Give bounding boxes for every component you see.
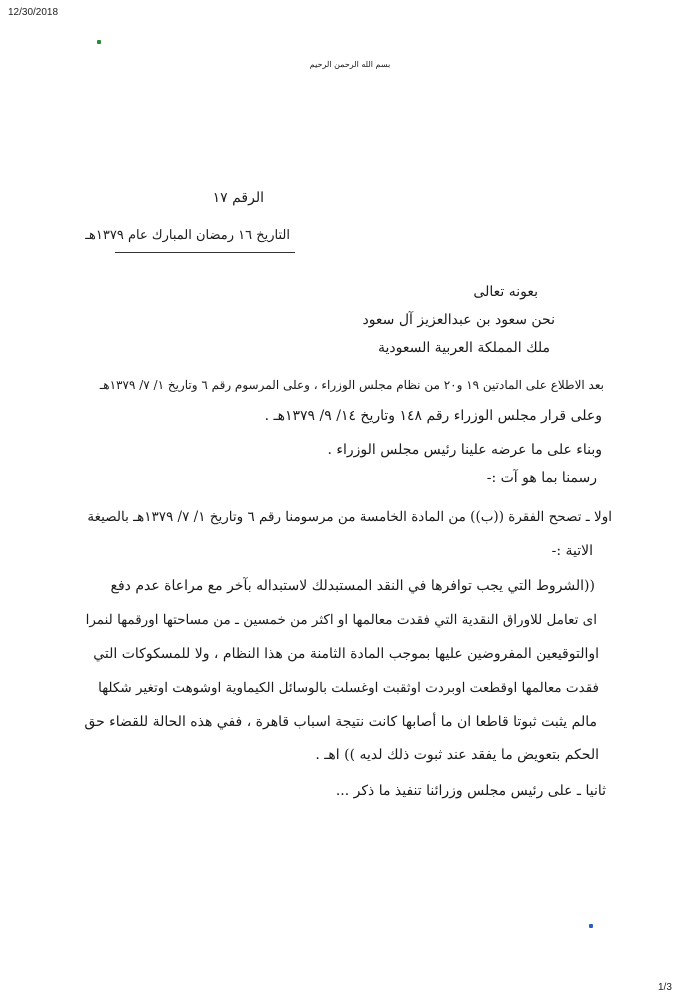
body-line: مالم يثبت ثبوتا قاطعا ان ما أصابها كانت نتيجة اسباب قاهرة ، ففي هذه الحالة للقضاء حق (84, 714, 597, 730)
body-line: ملك المملكة العربية السعودية (377, 340, 550, 356)
body-line: وبناء على ما عرضه علينا رئيس مجلس الوزراء . (327, 442, 602, 458)
reference-date: التاريخ ١٦ رمضان المبارك عام ١٣٧٩هـ (85, 228, 290, 243)
ink-mark (589, 924, 593, 928)
reference-number: الرقم ١٧ (212, 190, 264, 206)
body-line: الحكم بتعويض ما يفقد عند ثبوت ذلك لديه )) اهـ . (315, 747, 599, 763)
body-line: ((الشروط التي يجب توافرها في النقد المستبدلك لاستبداله بآخر مع مراعاة عدم دفع (110, 578, 595, 594)
ink-mark (97, 40, 101, 44)
body-line: فقدت معالمها اوقطعت اوبردت اوثقبت اوغسلت بالوسائل الكيماوية اوشوهت اوتغير شكلها (98, 680, 599, 696)
body-line: اى تعامل للاوراق النقدية التي فقدت معالمها او اكثر من خمسين ـ من مساحتها اورقمها لنمرا (85, 612, 597, 628)
body-line: رسمنا بما هو آت :- (486, 470, 597, 486)
body-line: بعد الاطلاع على المادتين ١٩ و٢٠ من نظام مجلس الوزراء ، وعلى المرسوم رقم ٦ وتاريخ ١/ ٧/ ١٣٧٩هـ (99, 378, 604, 392)
body-line: اوالتوقيعين المفروضين عليها بموجب المادة الثامنة من هذا النظام ، ولا للمسكوكات التي (93, 646, 599, 662)
body-line: نحن سعود بن عبدالعزيز آل سعود (362, 312, 555, 328)
body-line: وعلى قرار مجلس الوزراء رقم ١٤٨ وتاريخ ١٤/ ٩/ ١٣٧٩هـ . (264, 408, 602, 424)
page-number: 1/3 (658, 982, 672, 993)
body-line: الاتية :- (551, 543, 593, 559)
date-underline (115, 252, 295, 253)
basmala: بسم الله الرحمن الرحيم (309, 60, 391, 69)
body-line: اولا ـ تصحح الفقرة ((ب)) من المادة الخامسة من مرسومنا رقم ٦ وتاريخ ١/ ٧/ ١٣٧٩هـ بالصيغة (87, 509, 612, 525)
print-date: 12/30/2018 (8, 7, 59, 18)
body-line: بعونه تعالى (473, 284, 538, 300)
body-line: ثانيا ـ على رئيس مجلس وزرائنا تنفيذ ما ذكر ... (335, 783, 606, 799)
